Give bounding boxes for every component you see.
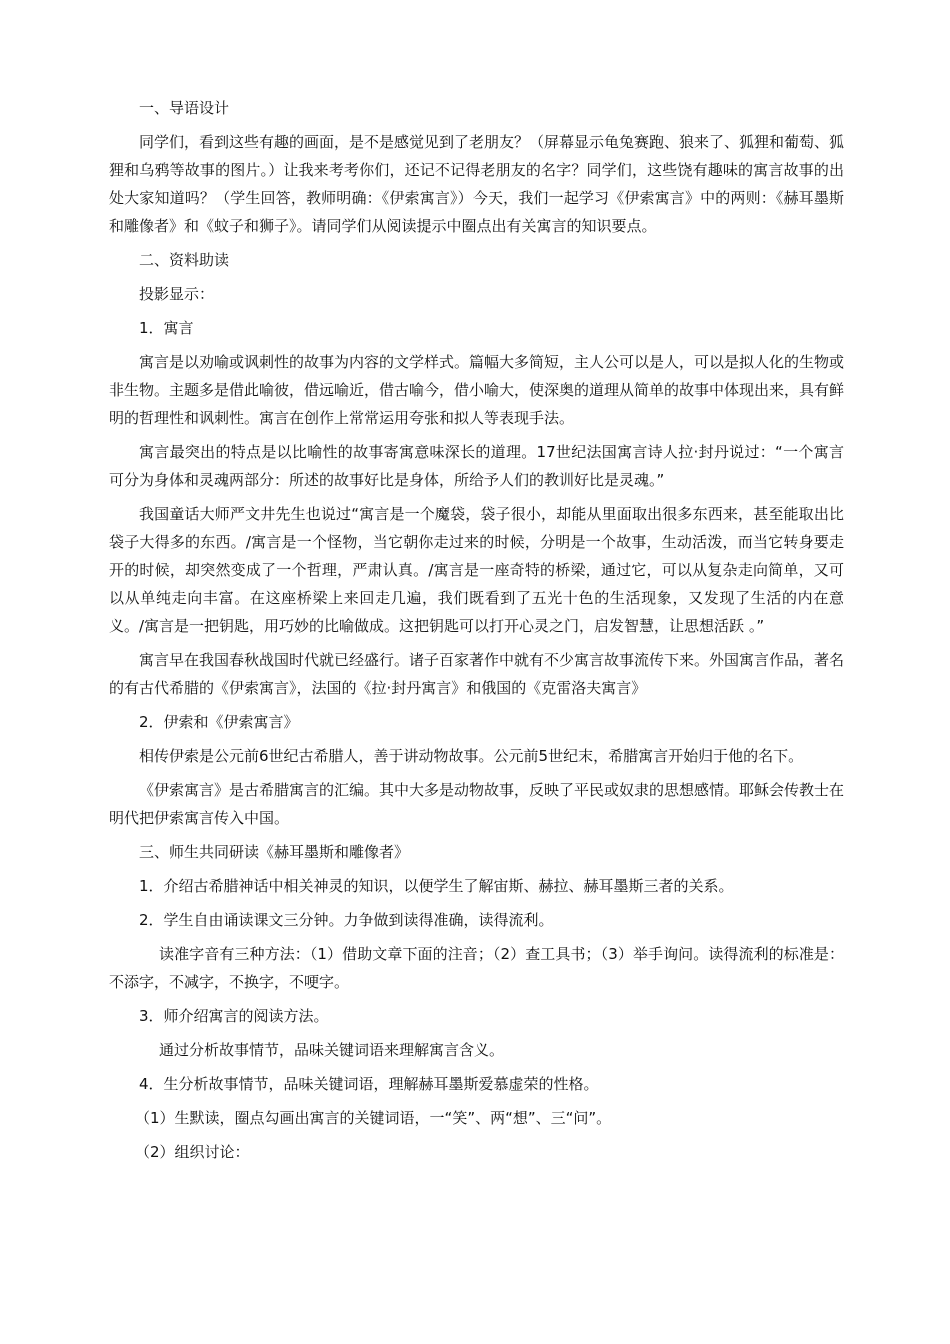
yan-wenjing-quote-paragraph: 我国童话大师严文井先生也说过“寓言是一个魔袋，袋子很小，却能从里面取出很多东西来，甚至能取出比袋子大得多的东西。/寓言是一个怪物，当它朝你走过来的时候，分明是一个故事，生动活泼，而当它转身要走开的时候，却突然变成了一个哲理，严肃认真。/寓言是一座奇特的桥梁，通过它，可以从复杂走向简单，又可以从单纯走向丰富。在这座桥梁上来回走几遍，我们既看到了五光十色的生活现象，又发现了生活的内在意义。/寓言是一把钥匙，用巧妙的比喻做成。这把钥匙可以打开心灵之门，启发智慧，让思想活跃 。” [109,505,844,635]
aesop-fables-paragraph: 《伊索寓言》是古希腊寓言的汇编。其中大多是动物故事，反映了平民或奴隶的思想感情。耶稣会传教士在明代把伊索寓言传入中国。 [109,781,845,827]
aesop-bio-paragraph: 相传伊索是公元前6世纪古希腊人，善于讲动物故事。公元前5世纪末，希腊寓言开始归于他的名下。 [139,747,804,765]
item-title-aesop: 2．伊索和《伊索寓言》 [139,713,299,731]
step-3-detail: 通过分析故事情节，品味关键词语来理解寓言含义。 [159,1041,505,1059]
step-4-sub-1: （1）生默读，圈点勾画出寓言的关键词语，一“笑”、两“想”、三“问”。 [135,1109,612,1127]
fable-history-paragraph: 寓言早在我国春秋战国时代就已经盛行。诸子百家著作中就有不少寓言故事流传下来。外国寓言作品，著名的有古代希腊的《伊索寓言》，法国的《拉·封丹寓言》和俄国的《克雷洛夫寓言》 [109,651,845,697]
step-3: 3．师介绍寓言的阅读方法。 [139,1007,329,1025]
step-2-detail: 读准字音有三种方法：（1）借助文章下面的注音；（2）查工具书；（3）举手询问。读得流利的标准是：不添字，不减字，不换字，不哽字。 [109,945,844,991]
step-1: 1．介绍古希腊神话中相关神灵的知识，以便学生了解宙斯、赫拉、赫耳墨斯三者的关系。 [139,877,734,895]
section-heading-materials: 二、资料助读 [139,251,230,269]
intro-paragraph: 同学们，看到这些有趣的画面，是不是感觉见到了老朋友？（屏幕显示龟兔赛跑、狼来了、狐狸和葡萄、狐狸和乌鸦等故事的图片。）让我来考考你们，还记不记得老朋友的名字？同学们，这些饶有趣味的寓言故事的出处大家知道吗？（学生回答，教师明确：《伊索寓言》）今天，我们一起学习《伊索寓言》中的两则：《赫耳墨斯和雕像者》和《蚊子和狮子》。请同学们从阅读提示中圈点出有关寓言的知识要点。 [109,133,845,235]
section-heading-intro: 一、导语设计 [139,99,230,117]
section-heading-study: 三、师生共同研读《赫耳墨斯和雕像者》 [139,843,410,861]
step-4: 4．生分析故事情节，品味关键词语，理解赫耳墨斯爱慕虚荣的性格。 [139,1075,599,1093]
document-page [109,94,844,1172]
step-2: 2．学生自由诵读课文三分钟。力争做到读得准确，读得流利。 [139,911,554,929]
fable-definition-paragraph: 寓言是以劝喻或讽刺性的故事为内容的文学样式。篇幅大多简短，主人公可以是人，可以是拟人化的生物或非生物。主题多是借此喻彼，借远喻近，借古喻今，借小喻大，使深奥的道理从简单的故事中体现出来，具有鲜明的哲理性和讽刺性。寓言在创作上常常运用夸张和拟人等表现手法。 [109,353,845,427]
step-4-sub-2: （2）组织讨论： [135,1143,250,1161]
item-title-fable: 1．寓言 [139,319,194,337]
fable-feature-paragraph: 寓言最突出的特点是以比喻性的故事寄寓意味深长的道理。17世纪法国寓言诗人拉·封丹说过：“一个寓言可分为身体和灵魂两部分：所述的故事好比是身体，所给予人们的教训好比是灵魂。” [109,443,844,489]
projection-label: 投影显示： [139,285,215,303]
